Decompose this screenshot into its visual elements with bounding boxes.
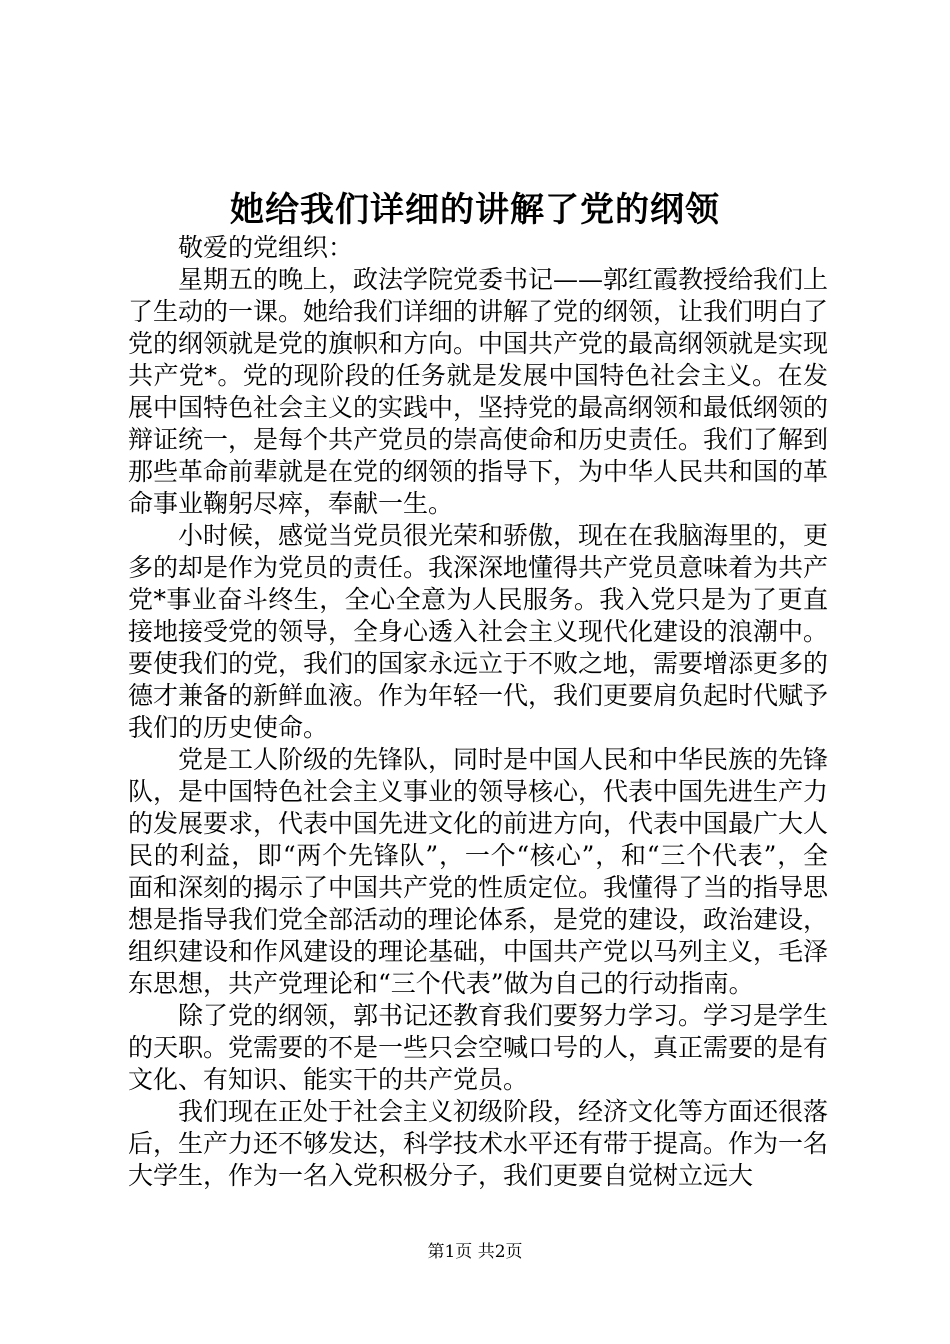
document-title: 她给我们详细的讲解了党的纲领 [230, 190, 720, 230]
paragraph-1: 星期五的晚上，政法学院党委书记——郭红霞教授给我们上了生动的一课。她给我们详细的讲解了党的纲领，让我们明白了党的纲领就是党的旗帜和方向。中国共产党的最高纲领就是实现共产党*。党的现阶段的任务就是发展中国特色社会主义。在发展中国特色社会主义的实践中，坚持党的最高纲领和最低纲领的辩证统一，是每个共产党员的崇高使命和历史责任。我们了解到那些革命前辈就是在党的纲领的指导下，为中华人民共和国的革命事业鞠躬尽瘁，奉献一生。 [128, 265, 829, 518]
page-footer: 第1页 共2页 [427, 1242, 523, 1262]
paragraph-4: 除了党的纲领，郭书记还教育我们要努力学习。学习是学生的天职。党需要的不是一些只会空喊口号的人，真正需要的是有文化、有知识、能实干的共产党员。 [128, 1001, 829, 1094]
paragraph-3: 党是工人阶级的先锋队，同时是中国人民和中华民族的先锋队，是中国特色社会主义事业的领导核心，代表中国先进生产力的发展要求，代表中国先进文化的前进方向，代表中国最广大人民的利益，即“两个先锋队”，一个“核心”，和“三个代表”，全面和深刻的揭示了中国共产党的性质定位。我懂得了当的指导思想是指导我们党全部活动的理论体系，是党的建设，政治建设，组织建设和作风建设的理论基础，中国共产党以马列主义，毛泽东思想，共产党理论和“三个代表”做为自己的行动指南。 [128, 745, 829, 998]
paragraph-2: 小时候，感觉当党员很光荣和骄傲，现在在我脑海里的，更多的却是作为党员的责任。我深深地懂得共产党员意味着为共产党*事业奋斗终生，全心全意为人民服务。我入党只是为了更直接地接受党的领导，全身心透入社会主义现代化建设的浪潮中。要使我们的党，我们的国家永远立于不败之地，需要增添更多的德才兼备的新鲜血液。作为年轻一代，我们更要肩负起时代赋予我们的历史使命。 [128, 521, 829, 742]
salutation: 敬爱的党组织： [178, 233, 354, 262]
paragraph-5: 我们现在正处于社会主义初级阶段，经济文化等方面还很落后，生产力还不够发达，科学技术水平还有带于提高。作为一名大学生，作为一名入党积极分子，我们更要自觉树立远大 [128, 1097, 829, 1190]
document-body [128, 232, 828, 1192]
